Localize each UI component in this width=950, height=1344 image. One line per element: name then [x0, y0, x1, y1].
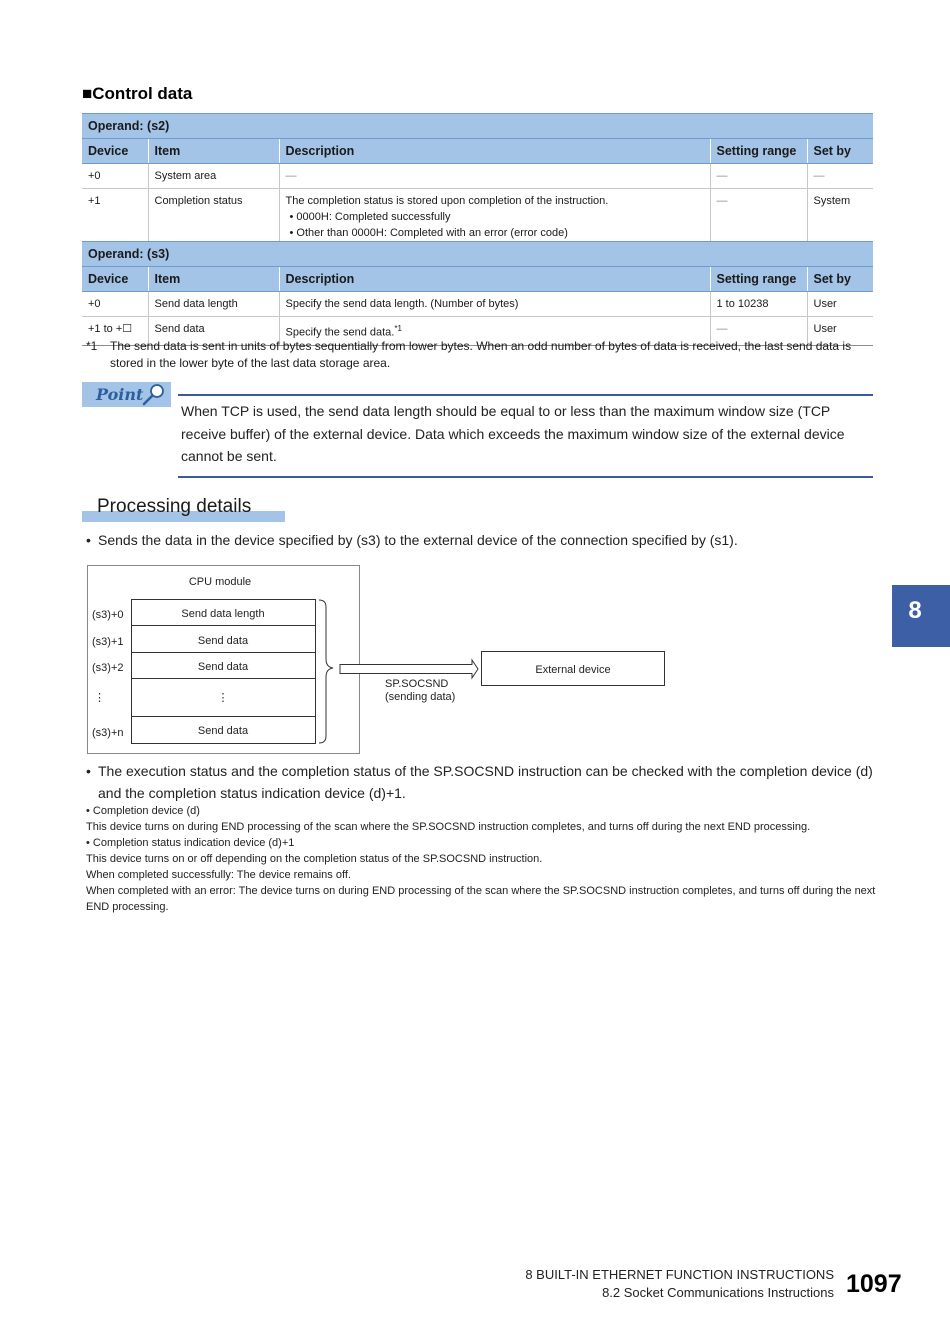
list-item: [86, 529, 876, 551]
cell-set-by: System: [807, 189, 873, 246]
device-label: (s3)+2: [92, 662, 124, 674]
external-device-label: External device: [535, 664, 611, 676]
header-set-by: Set by: [807, 139, 873, 164]
header-description: Description: [279, 139, 710, 164]
point-badge: [82, 382, 171, 407]
header-item: Item: [148, 267, 279, 292]
cell-set-by: User: [807, 317, 873, 346]
description-text: Specify the send data.: [285, 326, 395, 339]
bullet-icon: •: [86, 532, 91, 548]
header-setting-range: Setting range: [710, 139, 807, 164]
cell-label: Send data: [197, 661, 249, 673]
footnote-ref: *1: [394, 324, 402, 333]
cell-device: +0: [82, 164, 148, 189]
cell-item: Completion status: [148, 189, 279, 246]
cell-label: Send data length: [181, 608, 265, 620]
header-item: Item: [148, 139, 279, 164]
cell-setting-range: —: [710, 189, 807, 246]
cell-set-by: —: [807, 164, 873, 189]
sub-item-text: When completed with an error: The device turns on during END processing of the scan where the SP.SOCSND instruction completes, and turns off during the next END processing.: [86, 885, 876, 913]
device-label: (s3)+1: [92, 636, 124, 648]
footer-section: 8.2 Socket Communications Instructions: [602, 1285, 834, 1300]
bullet-icon: •: [86, 763, 91, 779]
section-title: ■Control data: [82, 84, 193, 103]
cell-device: +1: [82, 189, 148, 246]
footnote: [86, 338, 876, 372]
chapter-tab[interactable]: [892, 585, 950, 647]
header-device: Device: [82, 267, 148, 292]
footnote-text: The send data is sent in units of bytes sequentially from lower bytes. When an odd number of bytes of data is received, the last send data is stored in the lower byte of the last data storage area.: [110, 339, 852, 370]
cpu-module-label: CPU module: [188, 576, 252, 588]
processing-details-title: Processing details: [97, 496, 252, 517]
header-set-by: Set by: [807, 267, 873, 292]
cell-item: Send data: [148, 317, 279, 346]
device-label: (s3)+n: [92, 727, 124, 739]
sub-item-text: This device turns on or off depending on the completion status of the SP.SOCSND instruction.: [86, 853, 543, 865]
cell-setting-range: —: [710, 164, 807, 189]
bullet-text: Sends the data in the device specified by (s3) to the external device of the connection specified by (s1).: [98, 532, 738, 548]
arrow-right-icon: [340, 660, 478, 678]
chapter-tab-number: 8: [908, 597, 922, 624]
header-setting-range: Setting range: [710, 267, 807, 292]
sub-item-text: This device turns on during END processing of the scan where the SP.SOCSND instruction completes, and turns off during the next END processing.: [86, 821, 811, 833]
description-sub-item: • Other than 0000H: Completed with an error (error code): [289, 227, 568, 239]
point-text: When TCP is used, the send data length should be equal to or less than the maximum window size (TCP receive buffer) of the external device. Data which exceeds the maximum window size of the external device cannot be sent.: [181, 403, 845, 464]
cell-label: ⋮: [217, 692, 229, 704]
cell-description: Specify the send data length. (Number of bytes): [279, 292, 710, 317]
cell-description: [279, 189, 710, 246]
cell-item: Send data length: [148, 292, 279, 317]
device-label: ⋮: [94, 692, 105, 704]
cell-label: Send data: [197, 725, 249, 737]
send-data-diagram: [80, 560, 680, 760]
sub-item-title: • Completion device (d): [86, 805, 200, 817]
sub-item-title: • Completion status indication device (d)+1: [86, 837, 295, 849]
point-rule-top: [178, 394, 873, 396]
header-device: Device: [82, 139, 148, 164]
control-data-table-s3: [82, 241, 873, 346]
operand-s3-label: Operand: (s3): [82, 242, 873, 267]
cell-device: +1 to +☐: [82, 317, 148, 346]
cell-item: System area: [148, 164, 279, 189]
cell-setting-range: 1 to 10238: [710, 292, 807, 317]
table-row: [82, 189, 873, 246]
description-line: The completion status is stored upon completion of the instruction.: [285, 195, 609, 207]
point-label: Point: [96, 385, 144, 404]
device-label: (s3)+0: [92, 609, 124, 621]
point-rule-bottom: [178, 476, 873, 478]
magnifier-icon: [140, 383, 168, 407]
control-data-table-s2: [82, 113, 873, 246]
footnote-mark: *1: [86, 339, 98, 353]
bullet-text: The execution status and the completion status of the SP.SOCSND instruction can be checked with the completion device (d) and the completion status indication device (d)+1.: [98, 763, 873, 801]
cell-label: Send data: [197, 635, 249, 647]
sub-item-text: When completed successfully: The device remains off.: [86, 869, 351, 881]
cell-device: +0: [82, 292, 148, 317]
list-item: [86, 760, 876, 804]
header-description: Description: [279, 267, 710, 292]
cell-set-by: User: [807, 292, 873, 317]
completion-device-block: [86, 803, 876, 915]
footer-chapter: 8 BUILT-IN ETHERNET FUNCTION INSTRUCTIONS: [525, 1267, 834, 1282]
arrow-label: SP.SOCSND: [385, 678, 449, 690]
table-row: [82, 164, 873, 189]
description-sub-item: • 0000H: Completed successfully: [289, 211, 451, 223]
arrow-sublabel: (sending data): [385, 691, 456, 703]
operand-s2-label: Operand: (s2): [82, 114, 873, 139]
table-row: [82, 292, 873, 317]
page-number: 1097: [846, 1270, 902, 1298]
cell-description: —: [279, 164, 710, 189]
cell-setting-range: —: [710, 317, 807, 346]
